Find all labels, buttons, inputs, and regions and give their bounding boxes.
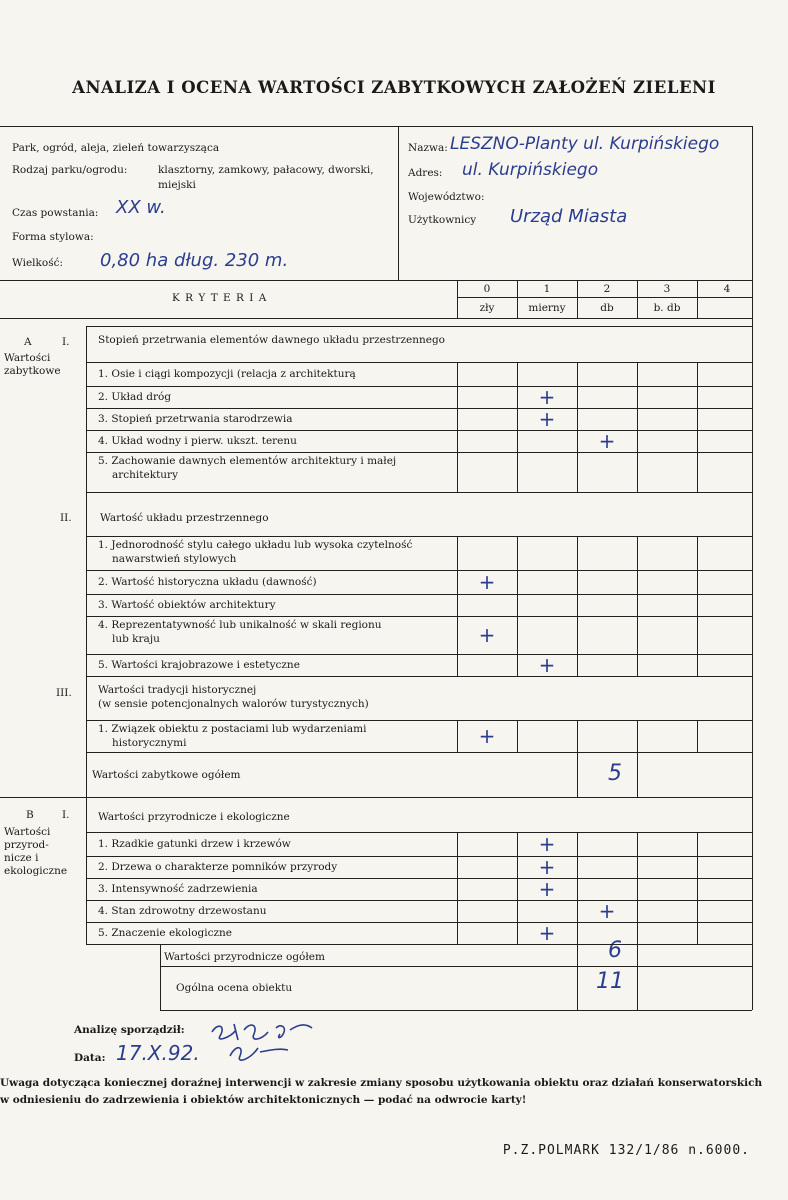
criterion-row-label: 4. Układ wodny i pierw. ukszt. terenu	[98, 434, 297, 447]
criterion-row-label: 4. Reprezentatywność lub unikalność w skali regionu	[98, 619, 382, 631]
b-total-bottom	[160, 966, 752, 967]
col-line-hdr-2	[577, 280, 578, 318]
A1-row-line-1	[86, 408, 752, 409]
B1-col-line-1	[517, 832, 518, 944]
A2-col-line-0	[457, 536, 458, 676]
col-line-hdr-4	[697, 280, 698, 318]
date-signature-mark	[224, 1036, 294, 1066]
B1-row-line-2	[86, 900, 752, 901]
section-a-name: Wartości zabytkowe	[4, 352, 61, 377]
rating-mark: +	[598, 429, 616, 453]
A1-col-line-0	[457, 362, 458, 492]
criterion-row-label: 5. Zachowanie dawnych elementów architektury i małej	[98, 455, 397, 467]
B1-items-top	[86, 832, 752, 833]
right-border	[752, 126, 753, 816]
column-number-2: 2	[603, 283, 611, 295]
section-a-letter: A	[24, 336, 32, 348]
a1-title: Stopień przetrwania elementów dawnego układu przestrzennego	[98, 334, 445, 346]
col-line-hdr-1	[517, 280, 518, 318]
rating-mark: +	[478, 724, 496, 748]
forma-label: Forma stylowa:	[12, 231, 94, 243]
b-total-divider-2	[637, 944, 638, 1010]
A3-col-line-0	[457, 720, 458, 752]
a3-title: Wartości tradycji historycznej	[98, 684, 257, 696]
rating-mark: +	[538, 921, 556, 945]
A1-title-line	[86, 326, 752, 327]
rating-mark: +	[598, 899, 616, 923]
b-total-value: 6	[608, 938, 622, 963]
criterion-row-label: 4. Stan zdrowotny drzewostanu	[98, 904, 267, 917]
A2-row-line-1	[86, 594, 752, 595]
a2-roman: II.	[60, 512, 72, 524]
section-b-name-4: ekologiczne	[4, 865, 68, 877]
A1-col-line-3	[637, 362, 638, 492]
criterion-row-label-cont: lub kraju	[112, 633, 160, 645]
nazwa-value: LESZNO-Planty ul. Kurpińskiego	[450, 134, 720, 154]
rating-mark: +	[478, 570, 496, 594]
criterion-row-label: 3. Intensywność zadrzewienia	[98, 882, 258, 895]
criterion-row-label: 2. Drzewa o charakterze pomników przyrody	[98, 860, 338, 873]
A3-col-line-2	[577, 720, 578, 752]
park-label: Park, ogród, aleja, zieleń towarzysząca	[12, 142, 220, 154]
column-number-0: 0	[483, 283, 491, 295]
A1-row-line-2	[86, 430, 752, 431]
criterion-row-label: 5. Znaczenie ekologiczne	[98, 926, 233, 939]
a-total-label: Wartości zabytkowe ogółem	[92, 769, 241, 781]
A2-items-top	[86, 536, 752, 537]
uzytkownicy-value: Urząd Miasta	[510, 206, 628, 227]
wielkosc-label: Wielkość:	[12, 257, 64, 269]
totals-left-border	[160, 944, 161, 1010]
A1-row-line-0	[86, 386, 752, 387]
document-title: ANALIZA I OCENA WARTOŚCI ZABYTKOWYCH ZAŁOŻEŃ ZIELENI	[72, 78, 716, 97]
column-number-3: 3	[663, 283, 671, 295]
criterion-row-label: 2. Wartość historyczna układu (dawność)	[98, 575, 317, 588]
criterion-row-label: 5. Wartości krajobrazowe i estetyczne	[98, 658, 300, 671]
A2-row-line-2	[86, 616, 752, 617]
a-total-value: 5	[608, 761, 622, 786]
column-name-0: zły	[479, 302, 495, 314]
a-total-top	[86, 752, 752, 753]
a-total-divider-2	[637, 752, 638, 797]
A3-col-line-4	[697, 720, 698, 752]
A1-row-line-3	[86, 452, 752, 453]
rating-mark: +	[538, 385, 556, 409]
section-b-name-3: nicze i	[4, 852, 39, 864]
criterion-row-label-cont: historycznymi	[112, 737, 187, 749]
A3-items-top	[86, 720, 752, 721]
B1-col-line-4	[697, 832, 698, 944]
col-num-divider	[457, 297, 752, 298]
header-divider	[398, 126, 399, 280]
A3-col-line-1	[517, 720, 518, 752]
A1-col-line-2	[577, 362, 578, 492]
column-name-1: mierny	[528, 302, 566, 314]
section-b-name-1: Wartości	[4, 826, 51, 838]
A2-row-line-0	[86, 570, 752, 571]
criterion-row-label-cont: architektury	[112, 469, 179, 481]
adres-label: Adres:	[408, 167, 443, 179]
overall-label: Ogólna ocena obiektu	[176, 982, 293, 994]
column-name-2: db	[600, 302, 614, 314]
column-number-4: 4	[723, 283, 731, 295]
col-line-hdr-3	[637, 280, 638, 318]
criterion-row-label: 1. Rzadkie gatunki drzew i krzewów	[98, 837, 291, 850]
a-total-divider	[577, 752, 578, 797]
b1-title: Wartości przyrodnicze i ekologiczne	[98, 811, 290, 823]
rating-mark: +	[538, 653, 556, 677]
note-line-1: Uwaga dotycząca koniecznej doraźnej interwencji w zakresie zmiany sposobu użytkowania obiektu oraz działań konserwatorskich	[0, 1077, 763, 1089]
A3-col-line-3	[637, 720, 638, 752]
header-top-border	[0, 126, 752, 127]
A2-title-line	[86, 492, 752, 493]
adres-value: ul. Kurpińskiego	[462, 160, 599, 180]
right-border-lower	[752, 797, 753, 1010]
rodzaj-label: Rodzaj parku/ogrodu:	[12, 164, 128, 176]
A1-col-line-1	[517, 362, 518, 492]
date-value: 17.X.92.	[116, 1041, 200, 1065]
czas-value: XX w.	[116, 197, 166, 218]
criteria-left-border	[86, 326, 87, 816]
criteria-left-border-b	[86, 797, 87, 944]
criteria-label: K R Y T E R I A	[172, 292, 268, 304]
B1-title-line	[86, 797, 752, 798]
criterion-row-label: 3. Stopień przetrwania starodrzewia	[98, 412, 293, 425]
a2-title: Wartość układu przestrzennego	[100, 512, 269, 524]
section-a-roman: I.	[62, 336, 70, 348]
A2-col-line-3	[637, 536, 638, 676]
section-b-letter: B	[26, 809, 34, 821]
A2-col-line-1	[517, 536, 518, 676]
A2-col-line-2	[577, 536, 578, 676]
rating-mark: +	[538, 407, 556, 431]
B1-row-line-3	[86, 922, 752, 923]
B1-col-line-2	[577, 832, 578, 944]
B1-row-line-1	[86, 878, 752, 879]
b-total-label: Wartości przyrodnicze ogółem	[164, 951, 325, 963]
prepared-label: Analizę sporządził:	[74, 1024, 185, 1036]
criterion-row-label: 1. Osie i ciągi kompozycji (relacja z architekturą	[98, 367, 356, 380]
B1-row-line-4	[86, 944, 752, 945]
column-name-3: b. db	[653, 302, 681, 314]
A1-col-line-4	[697, 362, 698, 492]
uzytkownicy-label: Użytkownicy	[408, 214, 477, 226]
wielkosc-value: 0,80 ha dług. 230 m.	[100, 250, 289, 271]
header-bottom-border	[0, 280, 752, 281]
note-line-2: w odniesieniu do zadrzewienia i obiektów architektonicznych — podać na odwrocie karty!	[0, 1094, 527, 1106]
criterion-row-label: 2. Układ dróg	[98, 390, 172, 403]
criterion-row-label-cont: nawarstwień stylowych	[112, 553, 237, 565]
nazwa-label: Nazwa:	[408, 142, 448, 154]
rodzaj-options-2: miejski	[158, 179, 196, 191]
criterion-row-label: 1. Jednorodność stylu całego układu lub wysoka czytelność	[98, 539, 413, 551]
A1-items-top	[86, 362, 752, 363]
column-number-1: 1	[543, 283, 551, 295]
date-label: Data:	[74, 1052, 106, 1064]
B1-row-line-0	[86, 856, 752, 857]
criterion-row-label: 3. Wartość obiektów architektury	[98, 598, 276, 611]
rodzaj-options: klasztorny, zamkowy, pałacowy, dworski,	[158, 164, 374, 176]
criteria-header-bottom	[0, 318, 752, 319]
section-b-name-2: przyrod-	[4, 839, 49, 851]
rating-mark: +	[478, 623, 496, 647]
rating-mark: +	[538, 877, 556, 901]
a3-title-2: (w sensie potencjonalnych walorów turystycznych)	[98, 698, 369, 710]
A2-row-line-3	[86, 654, 752, 655]
a3-roman: III.	[56, 687, 72, 699]
czas-label: Czas powstania:	[12, 207, 99, 219]
rating-mark: +	[538, 832, 556, 856]
B1-col-line-3	[637, 832, 638, 944]
wojewodztwo-label: Województwo:	[408, 191, 485, 203]
A3-title-line	[86, 676, 752, 677]
overall-value: 11	[596, 969, 624, 994]
b-total-divider	[577, 944, 578, 1010]
print-code: P.Z.POLMARK 132/1/86 n.6000.	[502, 1143, 750, 1158]
rating-mark: +	[538, 855, 556, 879]
B1-col-line-0	[457, 832, 458, 944]
section-b-roman: I.	[62, 809, 70, 821]
A2-col-line-4	[697, 536, 698, 676]
criterion-row-label: 1. Związek obiektu z postaciami lub wydarzeniami	[98, 723, 367, 735]
